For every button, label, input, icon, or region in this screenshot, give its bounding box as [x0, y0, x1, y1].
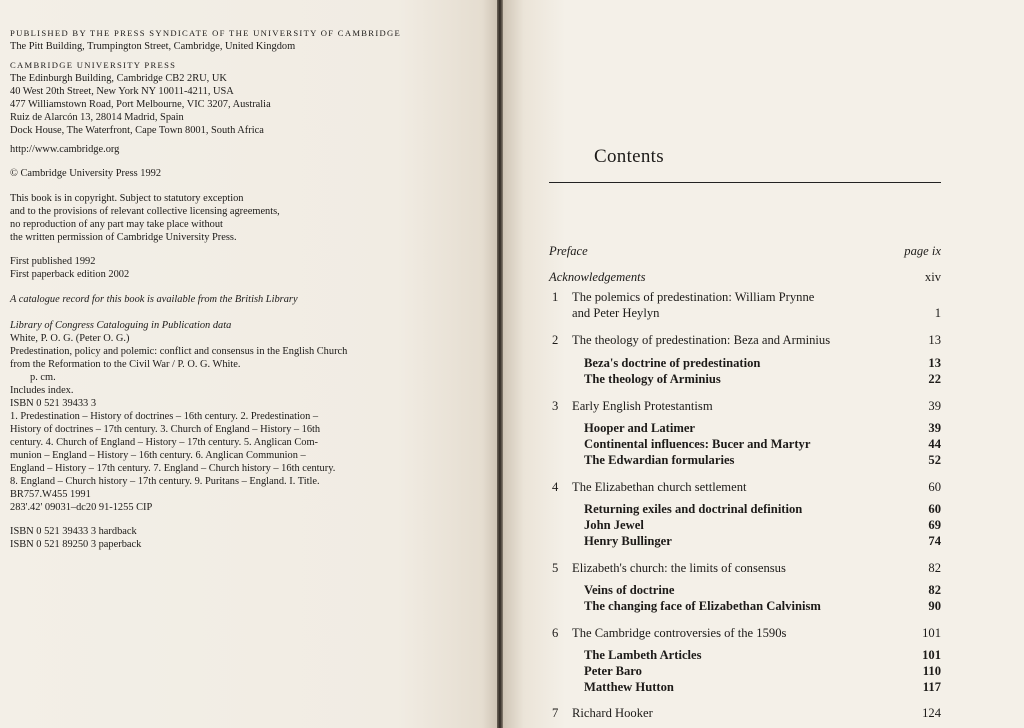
catalogue-record: A catalogue record for this book is available from the British Library	[10, 294, 298, 305]
isbn-line: ISBN 0 521 89250 3 paperback	[10, 539, 142, 550]
toc-chapter-number: 3	[552, 399, 559, 413]
toc-page-number: 69	[928, 518, 941, 532]
toc-page-number: 44	[928, 437, 941, 451]
cip-line: White, P. O. G. (Peter O. G.)	[10, 333, 130, 344]
address-line: The Edinburgh Building, Cambridge CB2 2RU, UK	[10, 73, 227, 84]
copyright-notice-line: the written permission of Cambridge University Press.	[10, 232, 237, 243]
cip-line: munion – England – History – 16th century. 6. Anglican Communion –	[10, 450, 306, 461]
copyright-notice-line: and to the provisions of relevant collective licensing agreements,	[10, 206, 280, 217]
address-line: 40 West 20th Street, New York NY 10011-4211, USA	[10, 86, 234, 97]
toc-page-number: 39	[928, 421, 941, 435]
toc-section-title[interactable]: John Jewel	[584, 518, 644, 532]
toc-section-title[interactable]: Beza's doctrine of predestination	[584, 356, 761, 370]
toc-page-number: 39	[928, 399, 941, 413]
toc-chapter-number: 7	[552, 706, 559, 720]
toc-page-number: 74	[928, 534, 941, 548]
cip-line: Includes index.	[10, 385, 74, 396]
toc-chapter-title[interactable]: and Peter Heylyn	[572, 306, 660, 320]
toc-section-title[interactable]: The Edwardian formularies	[584, 453, 735, 467]
toc-chapter-number: 5	[552, 561, 559, 575]
toc-section-title[interactable]: Henry Bullinger	[584, 534, 672, 548]
copyright-notice-line: This book is in copyright. Subject to statutory exception	[10, 193, 244, 204]
toc-section-title[interactable]: The theology of Arminius	[584, 372, 721, 386]
title-rule	[549, 182, 941, 183]
toc-section-title[interactable]: Hooper and Latimer	[584, 421, 696, 435]
toc-chapter-title[interactable]: Richard Hooker	[572, 706, 653, 720]
toc-page-number: 82	[928, 583, 941, 597]
toc-section-title[interactable]: The Lambeth Articles	[584, 648, 702, 662]
toc-page-number: page ix	[904, 244, 941, 258]
publisher-label: PUBLISHED BY THE PRESS SYNDICATE OF THE UNIVERSITY OF CAMBRIDGE	[10, 28, 402, 38]
press-label: CAMBRIDGE UNIVERSITY PRESS	[10, 60, 177, 70]
toc-page-number: 117	[922, 680, 941, 694]
publisher-address: The Pitt Building, Trumpington Street, Cambridge, United Kingdom	[10, 41, 296, 52]
toc-section-title[interactable]: The changing face of Elizabethan Calvinism	[584, 599, 821, 613]
cip-line: p. cm.	[30, 372, 56, 383]
cip-line: century. 4. Church of England – History – 17th century. 5. Anglican Com-	[10, 437, 319, 448]
address-line: 477 Williamstown Road, Port Melbourne, VIC 3207, Australia	[10, 99, 271, 110]
toc-section-title[interactable]: Matthew Hutton	[584, 680, 674, 694]
cip-line: 283'.42' 09031–dc20 91-1255 CIP	[10, 502, 153, 513]
cip-line: History of doctrines – 17th century. 3. Church of England – History – 16th	[10, 424, 321, 435]
address-line: Ruiz de Alarcón 13, 28014 Madrid, Spain	[10, 112, 184, 123]
cip-line: BR757.W455 1991	[10, 489, 91, 500]
cip-line: ISBN 0 521 39433 3	[10, 398, 97, 409]
toc-page-number: 22	[928, 372, 941, 386]
toc-section-title[interactable]: Returning exiles and doctrinal definition	[584, 502, 803, 516]
toc-page-number: 60	[928, 502, 941, 516]
website-link[interactable]: http://www.cambridge.org	[10, 144, 120, 155]
toc-page-number: 101	[922, 648, 941, 662]
copyright-notice-line: no reproduction of any part may take place without	[10, 219, 223, 230]
toc-front-matter[interactable]: Preface	[549, 244, 588, 258]
toc-chapter-title[interactable]: Early English Protestantism	[572, 399, 713, 413]
toc-page-number: 124	[922, 706, 941, 720]
toc-chapter-number: 2	[552, 333, 559, 347]
toc-chapter-number: 1	[552, 290, 559, 304]
toc-chapter-title[interactable]: The polemics of predestination: William Prynne	[572, 290, 815, 304]
toc-section-title[interactable]: Continental influences: Bucer and Martyr	[584, 437, 811, 451]
toc-page-number: 52	[928, 453, 941, 467]
cip-line: 8. England – Church history – 17th century. 9. Puritans – England. I. Title.	[10, 476, 320, 487]
toc-chapter-title[interactable]: The theology of predestination: Beza and Arminius	[572, 333, 831, 347]
copyright-line: © Cambridge University Press 1992	[10, 168, 162, 179]
toc-page-number: 60	[928, 480, 941, 494]
isbn-line: ISBN 0 521 39433 3 hardback	[10, 526, 137, 537]
cip-line: 1. Predestination – History of doctrines – 16th century. 2. Predestination –	[10, 411, 319, 422]
cip-line: England – History – 17th century. 7. England – Church history – 16th century.	[10, 463, 336, 474]
cip-line: from the Reformation to the Civil War / P. O. G. White.	[10, 359, 241, 370]
copyright-page	[0, 0, 497, 728]
toc-section-title[interactable]: Peter Baro	[584, 664, 642, 678]
toc-page-number: 101	[922, 626, 941, 640]
address-line: Dock House, The Waterfront, Cape Town 8001, South Africa	[10, 125, 264, 136]
toc-front-matter[interactable]: Acknowledgements	[549, 270, 646, 284]
toc-chapter-title[interactable]: Elizabeth's church: the limits of consensus	[572, 561, 786, 575]
contents-page	[503, 0, 1024, 728]
loc-heading: Library of Congress Cataloguing in Publication data	[10, 320, 232, 331]
toc-section-title[interactable]: Veins of doctrine	[584, 583, 675, 597]
toc-page-number: 1	[934, 306, 941, 320]
toc-page-number: 110	[922, 664, 941, 678]
cip-line: Predestination, policy and polemic: conflict and consensus in the English Church	[10, 346, 348, 357]
toc-page-number: 82	[928, 561, 941, 575]
edition-line: First published 1992	[10, 256, 96, 267]
toc-page-number: 90	[928, 599, 941, 613]
toc-chapter-number: 4	[552, 480, 559, 494]
toc-page-number: 13	[928, 333, 941, 347]
toc-page-number: 13	[928, 356, 941, 370]
edition-line: First paperback edition 2002	[10, 269, 130, 280]
contents-title: Contents	[594, 146, 664, 167]
toc-chapter-title[interactable]: The Elizabethan church settlement	[572, 480, 747, 494]
toc-chapter-number: 6	[552, 626, 559, 640]
toc-chapter-title[interactable]: The Cambridge controversies of the 1590s	[572, 626, 787, 640]
toc-page-number: xiv	[924, 270, 941, 284]
